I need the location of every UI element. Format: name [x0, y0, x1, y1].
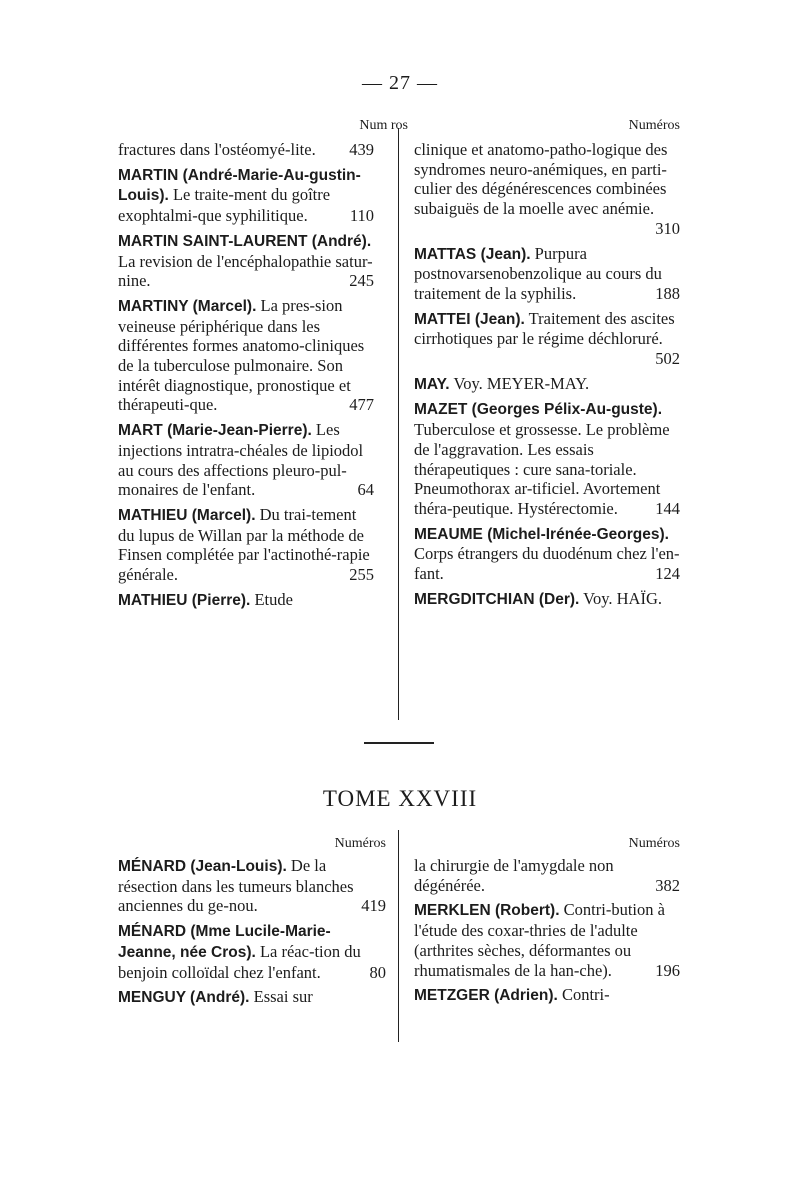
- entry-title: Tuberculose et grossesse. Le problème de l'aggravation. Les essais thérapeutiques : cure sana-toriale. Pneumothorax ar-tificiel. Avortement théra-peutique. Hystérectomie.: [414, 420, 670, 518]
- bottom-column-divider: [398, 830, 399, 1042]
- entry-number: 80: [369, 962, 386, 982]
- tome-title: TOME XXVIII: [322, 786, 478, 811]
- entry-author: MATHIEU (Pierre).: [118, 591, 251, 609]
- entry-number: 196: [655, 960, 680, 980]
- entry-author: MARTIN (André-Marie-Au-gustin-Louis).: [118, 166, 361, 205]
- entry-number: 502: [655, 349, 680, 369]
- entry-title: Essai sur: [253, 987, 313, 1007]
- bottom-left-column: [118, 856, 386, 1013]
- index-entry: [414, 244, 680, 304]
- index-entry: [118, 165, 374, 226]
- entry-title: Le traite-ment du goître exophtalmi-que syphilitique.: [118, 185, 331, 226]
- entry-title: fractures dans l'ostéomyé-lite.: [118, 140, 316, 159]
- entry-author: MÉNARD (Mme Lucile-Marie-Jeanne, née Cros).: [118, 923, 331, 961]
- index-entry: [118, 921, 386, 982]
- entry-number: 310: [655, 218, 680, 238]
- entry-author: METZGER (Adrien).: [414, 987, 558, 1005]
- bottom-right-column-header: Numéros: [628, 836, 680, 851]
- entry-number: 64: [357, 480, 374, 500]
- entry-title: La pres-sion veineuse périphérique dans les différentes formes anatomo-cliniques de la tuberculose pulmonaire. Son intérêt diagnostique, pronostique et thérapeuti-que.: [118, 295, 365, 415]
- entry-author: MERKLEN (Robert).: [414, 902, 560, 920]
- entry-number: 245: [349, 271, 374, 291]
- entry-title: Les injections intratra-chéales de lipiodol au cours des affections pleuro-pul-monaires de l'enfant.: [118, 420, 364, 500]
- entry-number: 110: [349, 206, 374, 226]
- index-entry: [118, 296, 374, 415]
- index-entry: [118, 590, 374, 611]
- index-entry: [414, 524, 680, 584]
- section-divider: [364, 742, 434, 744]
- entry-author: MATTAS (Jean).: [414, 245, 531, 263]
- entry-title: Du trai-tement du lupus de Willan par la méthode de Finsen complétée par l'actinothé-rapie générale.: [118, 504, 370, 585]
- left-column-header: Num ros: [359, 118, 408, 133]
- entry-title: Traitement des ascites cirrhotiques par le régime déchloruré.: [414, 308, 675, 349]
- entry-title: Voy. HAÏG.: [583, 588, 663, 608]
- index-entry: [414, 589, 680, 610]
- entry-author: MAZET (Georges Pélix-Au-guste).: [414, 401, 663, 419]
- entry-number: 188: [655, 283, 680, 303]
- entry-title: Corps étrangers du duodénum chez l'en-fant.: [414, 544, 680, 584]
- entry-title: La revision de l'encéphalopathie satur-nine.: [118, 251, 373, 291]
- index-entry: [414, 374, 680, 395]
- entry-number: 419: [361, 896, 386, 916]
- entry-author: MEAUME (Michel-Irénée-Georges).: [414, 525, 669, 543]
- bottom-left-column-header: Numéros: [334, 836, 386, 851]
- entry-title: Contri-: [561, 985, 610, 1005]
- entry-number: 477: [349, 395, 374, 415]
- entry-author: MENGUY (André).: [118, 989, 250, 1007]
- index-entry: [414, 900, 680, 980]
- top-left-column: [118, 140, 374, 615]
- entry-number: 255: [349, 565, 374, 585]
- index-entry: [118, 505, 374, 585]
- bottom-right-column: [414, 856, 680, 1011]
- entry-title: Contri-bution à l'étude des coxar-thries de l'adulte (arthrites sèches, déformantes ou rhumatismales de la han-che).: [414, 900, 665, 980]
- index-entry: [414, 399, 680, 518]
- entry-author: MARTINY (Marcel).: [118, 297, 257, 315]
- top-right-column: [414, 140, 680, 614]
- entry-title: la chirurgie de l'amygdale non dégénérée.: [414, 856, 614, 895]
- entry-number: 439: [349, 140, 374, 159]
- index-entry: [414, 856, 680, 895]
- entry-author: MARTIN SAINT-LAURENT (André).: [118, 232, 372, 250]
- entry-number: 382: [655, 875, 680, 895]
- right-column-header: Numéros: [628, 118, 680, 133]
- entry-author: MERGDITCHIAN (Der).: [414, 590, 580, 608]
- index-entry: [118, 140, 374, 160]
- entry-title: De la résection dans les tumeurs blanches anciennes du ge-nou.: [118, 856, 354, 916]
- index-entry: [414, 985, 680, 1006]
- entry-title: Voy. MEYER-MAY.: [453, 373, 590, 393]
- entry-title: Purpura postnovarsenobenzolique au cours du traitement de la syphilis.: [414, 243, 662, 303]
- entry-number: 124: [655, 564, 680, 584]
- entry-author: MAY.: [414, 375, 450, 393]
- entry-author: MATHIEU (Marcel).: [118, 506, 256, 524]
- entry-author: MÉNARD (Jean-Louis).: [118, 858, 287, 875]
- index-entry: [118, 231, 374, 291]
- entry-title: La réac-tion du benjoin colloïdal chez l'enfant.: [118, 941, 361, 982]
- column-divider: [398, 128, 399, 720]
- entry-title: clinique et anatomo-patho-logique des syndromes neuro-anémiques, en parti-culier des dégénérescences combinées subaiguës de la moelle avec anémie.: [414, 140, 668, 219]
- index-entry: [118, 420, 374, 500]
- index-entry: [118, 987, 386, 1008]
- entry-author: MATTEI (Jean).: [414, 310, 525, 328]
- entry-number: 144: [655, 498, 680, 518]
- index-entry: [118, 856, 386, 916]
- index-entry: [414, 309, 680, 369]
- page-number: — 27 —: [362, 72, 438, 94]
- entry-author: MART (Marie-Jean-Pierre).: [118, 422, 312, 440]
- entry-title: Etude: [254, 589, 293, 609]
- index-entry: [414, 140, 680, 239]
